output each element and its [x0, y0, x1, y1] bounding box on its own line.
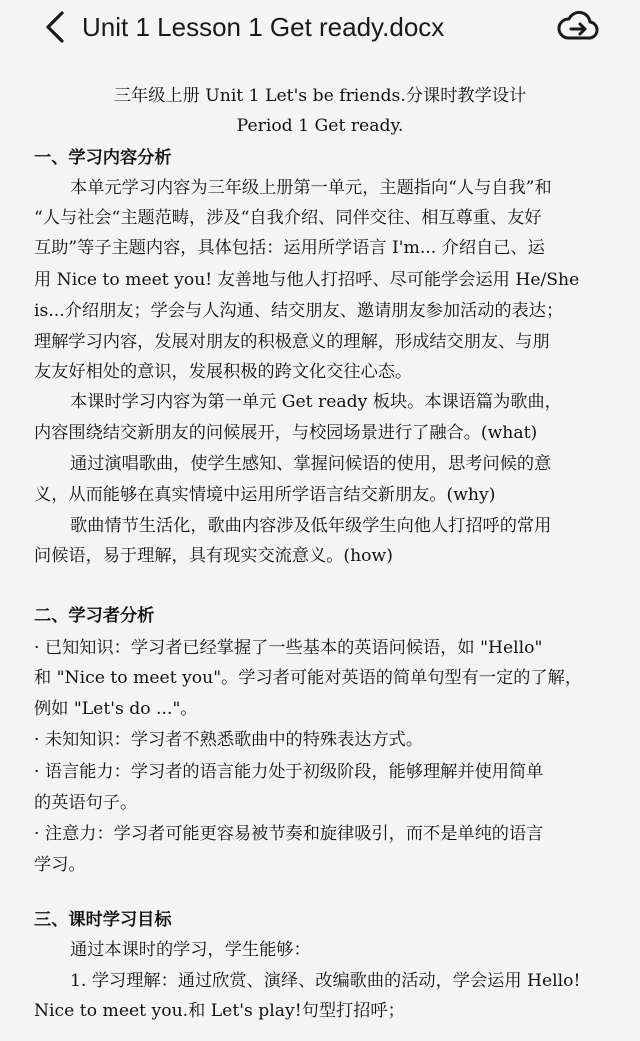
top-bar [0, 0, 640, 54]
paragraph-line: 1. 学习理解：通过欣赏、演绎、改编歌曲的活动，学会运用 Hello! [70, 971, 581, 991]
paragraph-line: 通过演唱歌曲，使学生感知、掌握问候语的使用，思考问候的意 [70, 454, 552, 474]
paragraph-line: 友友好相处的意识，发展积极的跨文化交往心态。 [34, 362, 413, 382]
bullet-line: 例如 "Let's do ..."。 [34, 699, 198, 719]
bullet-line: 和 "Nice to meet you"。学习者可能对英语的简单句型有一定的了解， [34, 668, 583, 688]
document-body[interactable] [0, 54, 640, 1041]
paragraph-line: 本课时学习内容为第一单元 Get ready 板块。本课语篇为歌曲， [70, 392, 562, 412]
chevron-left-icon [44, 10, 66, 44]
paragraph-line: 通过本课时的学习，学生能够： [70, 940, 311, 960]
paragraph-line: 歌曲情节生活化，歌曲内容涉及低年级学生向他人打招呼的常用 [70, 516, 552, 536]
paragraph-line: 问候语，易于理解，具有现实交流意义。(how) [34, 546, 393, 566]
paragraph-line: 本单元学习内容为三年级上册第一单元，主题指向“人与自我”和 [70, 178, 552, 198]
paragraph-line: is...介绍朋友；学会与人沟通、结交朋友、邀请朋友参加活动的表达； [34, 301, 564, 321]
bullet-line: · 注意力：学习者可能更容易被节奏和旋律吸引，而不是单纯的语言 [34, 824, 544, 844]
paragraph-line: Nice to meet you.和 Let's play!句型打招呼； [34, 1001, 405, 1021]
paragraph-line: 义，从而能够在真实情境中运用所学语言结交新朋友。(why) [34, 485, 496, 505]
section-heading: 二、学习者分析 [34, 606, 155, 626]
bullet-line: · 未知知识：学习者不熟悉歌曲中的特殊表达方式。 [34, 730, 424, 750]
paragraph-line: 理解学习内容，发展对朋友的积极意义的理解，形成结交朋友、与朋 [34, 332, 550, 352]
document-title: Unit 1 Lesson 1 Get ready.docx [82, 12, 445, 42]
bullet-line: · 已知知识：学习者已经掌握了一些基本的英语问候语，如 "Hello" [34, 638, 543, 658]
bullet-line: 的英语句子。 [34, 793, 138, 813]
bullet-line: 学习。 [34, 855, 86, 875]
bullet-line: · 语言能力：学习者的语言能力处于初级阶段，能够理解并使用简单 [34, 762, 544, 782]
doc-title-line1: 三年级上册 Unit 1 Let's be friends.分课时教学设计 [113, 86, 527, 106]
paragraph-line: 用 Nice to meet you! 友善地与他人打招呼、尽可能学会运用 He/She [34, 270, 580, 290]
doc-title-line2: Period 1 Get ready. [236, 116, 404, 136]
section-heading: 三、课时学习目标 [34, 910, 172, 930]
paragraph-line: 内容围绕结交新朋友的问候展开，与校园场景进行了融合。(what) [34, 423, 538, 443]
section-heading: 一、学习内容分析 [34, 148, 172, 168]
cloud-sync-button[interactable] [557, 8, 599, 44]
paragraph-line: 互助”等子主题内容，具体包括：运用所学语言 I'm... 介绍自己、运 [34, 238, 545, 258]
paragraph-line: “人与社会“主题范畴，涉及“自我介绍、同伴交往、相互尊重、友好 [34, 208, 542, 228]
cloud-sync-icon [557, 8, 599, 44]
back-button[interactable] [40, 10, 70, 44]
